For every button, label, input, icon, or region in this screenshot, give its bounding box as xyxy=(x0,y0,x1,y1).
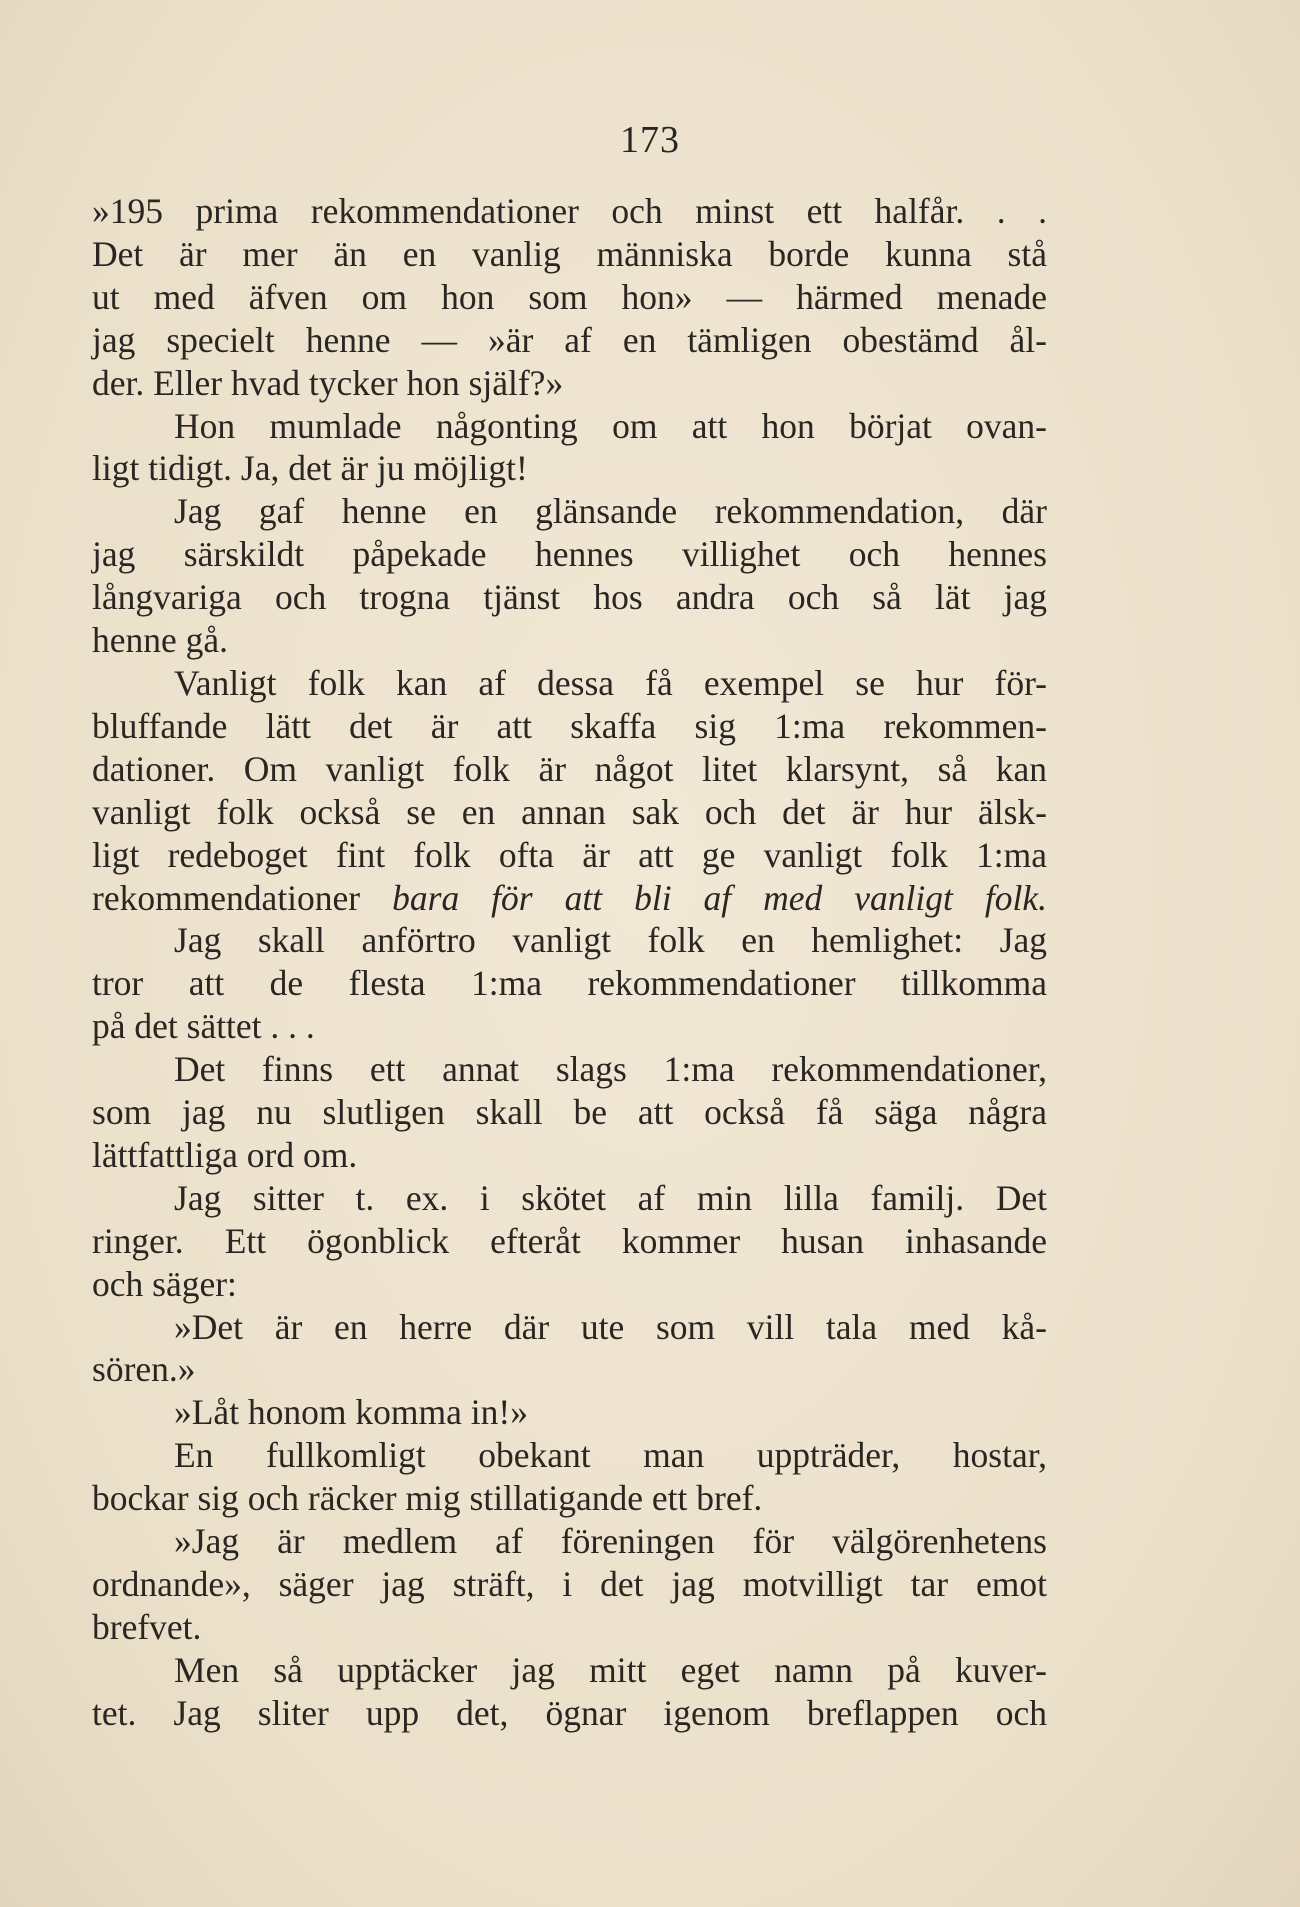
text-line: Men så upptäcker jag mitt eget namn på kuver- xyxy=(174,1649,1047,1690)
text-line-with-emphasis xyxy=(92,877,1047,920)
text-line: sören.» xyxy=(92,1349,196,1390)
text-line: lättfattliga ord om. xyxy=(92,1134,358,1175)
text-line: ordnande», säger jag sträft, i det jag motvilligt tar emot xyxy=(92,1564,1047,1604)
text-line: »Låt honom komma in!» xyxy=(174,1392,528,1433)
page-number: 173 xyxy=(620,119,680,161)
text-line: vanligt folk också se en annan sak och det är hur älsk- xyxy=(92,791,1047,832)
text-line: på det sättet . . . xyxy=(92,1006,315,1047)
text-line: der. Eller hvad tycker hon själf?» xyxy=(92,362,564,403)
text-line: ut med äfven om hon som hon» — härmed menade xyxy=(92,276,1047,317)
text-line: ligt redeboget fint folk ofta är att ge vanligt folk 1:ma xyxy=(92,834,1047,875)
text-line: jag särskildt påpekade hennes villighet och hennes xyxy=(92,534,1047,575)
text-line: henne gå. xyxy=(92,620,229,661)
text-line: ligt tidigt. Ja, det är ju möjligt! xyxy=(92,448,528,489)
text-line: ringer. Ett ögonblick efteråt kommer husan inhasande xyxy=(92,1220,1047,1261)
text-line: Det finns ett annat slags 1:ma rekommendationer, xyxy=(174,1049,1047,1090)
text-line: Jag skall anförtro vanligt folk en hemlighet: Jag xyxy=(174,920,1047,961)
text-line: tror att de flesta 1:ma rekommendationer tillkomma xyxy=(92,963,1047,1004)
emphasized-text: bara för att bli af med vanligt folk. xyxy=(392,877,1048,918)
text-line: »195 prima rekommendationer och minst ett halfår. . . xyxy=(92,191,1047,231)
text-line: långvariga och trogna tjänst hos andra och så lät jag xyxy=(92,577,1047,618)
text-line: Hon mumlade någonting om att hon börjat ovan- xyxy=(174,405,1047,446)
text-line: brefvet. xyxy=(92,1606,202,1647)
text-line: tet. Jag sliter upp det, ögnar igenom breflappen och xyxy=(92,1692,1047,1733)
text-line: bluffande lätt det är att skaffa sig 1:ma rekommen- xyxy=(92,705,1047,746)
text-line: som jag nu slutligen skall be att också få säga några xyxy=(92,1092,1047,1133)
text-segment: rekommendationer xyxy=(92,877,361,918)
text-line: Vanligt folk kan af dessa få exempel se hur för- xyxy=(174,662,1047,703)
text-line: Jag sitter t. ex. i skötet af min lilla familj. Det xyxy=(174,1177,1047,1218)
text-line: jag specielt henne — »är af en tämligen obestämd ål- xyxy=(92,319,1047,360)
text-line: och säger: xyxy=(92,1263,237,1304)
body-text xyxy=(92,190,1047,1735)
text-line: bockar sig och räcker mig stillatigande ett bref. xyxy=(92,1478,763,1519)
text-line: »Jag är medlem af föreningen för välgörenhetens xyxy=(174,1521,1047,1562)
text-line: dationer. Om vanligt folk är något litet klarsynt, så kan xyxy=(92,748,1047,789)
text-line: »Det är en herre där ute som vill tala med kå- xyxy=(174,1306,1047,1347)
text-line: Det är mer än en vanlig människa borde kunna stå xyxy=(92,233,1047,274)
text-line: En fullkomligt obekant man uppträder, hostar, xyxy=(174,1435,1047,1476)
text-line: Jag gaf henne en glänsande rekommendation, där xyxy=(174,491,1047,532)
